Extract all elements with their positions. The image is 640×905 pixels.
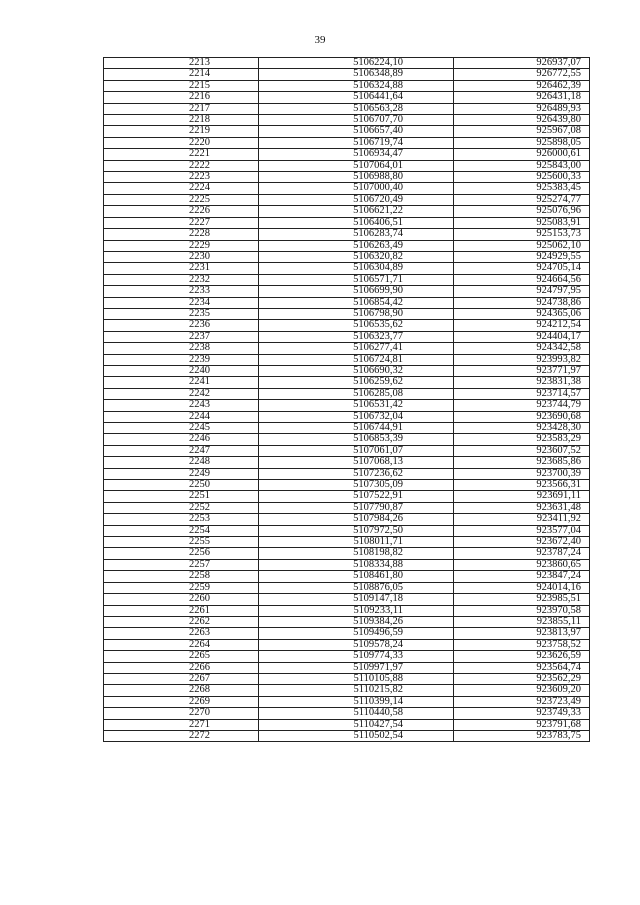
- point-number-cell: 2216: [104, 92, 259, 103]
- x-coordinate-cell: 5106854,42: [258, 297, 453, 308]
- x-coordinate-cell: 5109578,24: [258, 639, 453, 650]
- x-coordinate-cell: 5106304,89: [258, 263, 453, 274]
- point-number-cell: 2228: [104, 229, 259, 240]
- point-number-cell: 2256: [104, 548, 259, 559]
- x-coordinate-cell: 5106323,77: [258, 331, 453, 342]
- table-row: [104, 673, 590, 684]
- x-coordinate-cell: 5108334,88: [258, 559, 453, 570]
- y-coordinate-cell: 926772,55: [454, 69, 590, 80]
- point-number-cell: 2236: [104, 320, 259, 331]
- x-coordinate-cell: 5107000,40: [258, 183, 453, 194]
- point-number-cell: 2242: [104, 388, 259, 399]
- y-coordinate-cell: 926462,39: [454, 80, 590, 91]
- y-coordinate-cell: 925383,45: [454, 183, 590, 194]
- x-coordinate-cell: 5106699,90: [258, 286, 453, 297]
- y-coordinate-cell: 923690,68: [454, 411, 590, 422]
- point-number-cell: 2260: [104, 594, 259, 605]
- point-number-cell: 2246: [104, 434, 259, 445]
- y-coordinate-cell: 923672,40: [454, 537, 590, 548]
- point-number-cell: 2261: [104, 605, 259, 616]
- point-number-cell: 2229: [104, 240, 259, 251]
- table-row: [104, 616, 590, 627]
- point-number-cell: 2227: [104, 217, 259, 228]
- x-coordinate-cell: 5110215,82: [258, 685, 453, 696]
- y-coordinate-cell: 926937,07: [454, 58, 590, 69]
- point-number-cell: 2247: [104, 445, 259, 456]
- point-number-cell: 2245: [104, 423, 259, 434]
- y-coordinate-cell: 925967,08: [454, 126, 590, 137]
- y-coordinate-cell: 923631,48: [454, 502, 590, 513]
- y-coordinate-cell: 925153,73: [454, 229, 590, 240]
- y-coordinate-cell: 923791,68: [454, 719, 590, 730]
- point-number-cell: 2218: [104, 115, 259, 126]
- y-coordinate-cell: 923691,11: [454, 491, 590, 502]
- table-row: [104, 708, 590, 719]
- y-coordinate-cell: 924705,14: [454, 263, 590, 274]
- x-coordinate-cell: 5110399,14: [258, 696, 453, 707]
- x-coordinate-cell: 5107061,07: [258, 445, 453, 456]
- y-coordinate-cell: 926489,93: [454, 103, 590, 114]
- table-row: [104, 685, 590, 696]
- point-number-cell: 2258: [104, 571, 259, 582]
- point-number-cell: 2226: [104, 206, 259, 217]
- table-row: [104, 263, 590, 274]
- coordinates-table-body: [104, 58, 590, 742]
- x-coordinate-cell: 5108198,82: [258, 548, 453, 559]
- point-number-cell: 2224: [104, 183, 259, 194]
- table-row: [104, 525, 590, 536]
- x-coordinate-cell: 5106283,74: [258, 229, 453, 240]
- point-number-cell: 2225: [104, 194, 259, 205]
- point-number-cell: 2213: [104, 58, 259, 69]
- table-row: [104, 719, 590, 730]
- point-number-cell: 2233: [104, 286, 259, 297]
- point-number-cell: 2257: [104, 559, 259, 570]
- point-number-cell: 2239: [104, 354, 259, 365]
- table-row: [104, 103, 590, 114]
- x-coordinate-cell: 5110502,54: [258, 730, 453, 741]
- x-coordinate-cell: 5109774,33: [258, 651, 453, 662]
- table-row: [104, 434, 590, 445]
- x-coordinate-cell: 5106441,64: [258, 92, 453, 103]
- x-coordinate-cell: 5106571,71: [258, 274, 453, 285]
- y-coordinate-cell: 924014,16: [454, 582, 590, 593]
- y-coordinate-cell: 923700,39: [454, 468, 590, 479]
- point-number-cell: 2241: [104, 377, 259, 388]
- table-row: [104, 696, 590, 707]
- point-number-cell: 2262: [104, 616, 259, 627]
- table-row: [104, 331, 590, 342]
- point-number-cell: 2270: [104, 708, 259, 719]
- y-coordinate-cell: 923860,65: [454, 559, 590, 570]
- y-coordinate-cell: 925062,10: [454, 240, 590, 251]
- point-number-cell: 2222: [104, 160, 259, 171]
- point-number-cell: 2248: [104, 457, 259, 468]
- point-number-cell: 2255: [104, 537, 259, 548]
- x-coordinate-cell: 5106259,62: [258, 377, 453, 388]
- x-coordinate-cell: 5106224,10: [258, 58, 453, 69]
- table-row: [104, 502, 590, 513]
- table-row: [104, 639, 590, 650]
- point-number-cell: 2253: [104, 514, 259, 525]
- x-coordinate-cell: 5106988,80: [258, 172, 453, 183]
- table-row: [104, 308, 590, 319]
- point-number-cell: 2272: [104, 730, 259, 741]
- x-coordinate-cell: 5110105,88: [258, 673, 453, 684]
- table-row: [104, 194, 590, 205]
- y-coordinate-cell: 924929,55: [454, 251, 590, 262]
- x-coordinate-cell: 5106320,82: [258, 251, 453, 262]
- x-coordinate-cell: 5106531,42: [258, 400, 453, 411]
- table-row: [104, 354, 590, 365]
- table-row: [104, 411, 590, 422]
- table-row: [104, 537, 590, 548]
- y-coordinate-cell: 925843,00: [454, 160, 590, 171]
- y-coordinate-cell: 923744,79: [454, 400, 590, 411]
- x-coordinate-cell: 5106406,51: [258, 217, 453, 228]
- y-coordinate-cell: 923749,33: [454, 708, 590, 719]
- table-row: [104, 548, 590, 559]
- point-number-cell: 2232: [104, 274, 259, 285]
- table-row: [104, 172, 590, 183]
- y-coordinate-cell: 923758,52: [454, 639, 590, 650]
- point-number-cell: 2265: [104, 651, 259, 662]
- table-row: [104, 400, 590, 411]
- point-number-cell: 2230: [104, 251, 259, 262]
- y-coordinate-cell: 924342,58: [454, 343, 590, 354]
- point-number-cell: 2217: [104, 103, 259, 114]
- table-row: [104, 377, 590, 388]
- point-number-cell: 2243: [104, 400, 259, 411]
- point-number-cell: 2250: [104, 480, 259, 491]
- table-row: [104, 320, 590, 331]
- x-coordinate-cell: 5106621,22: [258, 206, 453, 217]
- point-number-cell: 2252: [104, 502, 259, 513]
- point-number-cell: 2237: [104, 331, 259, 342]
- table-row: [104, 651, 590, 662]
- table-row: [104, 126, 590, 137]
- x-coordinate-cell: 5107305,09: [258, 480, 453, 491]
- x-coordinate-cell: 5108011,71: [258, 537, 453, 548]
- table-row: [104, 628, 590, 639]
- table-row: [104, 514, 590, 525]
- point-number-cell: 2220: [104, 137, 259, 148]
- table-row: [104, 137, 590, 148]
- point-number-cell: 2264: [104, 639, 259, 650]
- table-row: [104, 115, 590, 126]
- x-coordinate-cell: 5109971,97: [258, 662, 453, 673]
- x-coordinate-cell: 5106798,90: [258, 308, 453, 319]
- x-coordinate-cell: 5109496,59: [258, 628, 453, 639]
- y-coordinate-cell: 925600,33: [454, 172, 590, 183]
- y-coordinate-cell: 923564,74: [454, 662, 590, 673]
- y-coordinate-cell: 923577,04: [454, 525, 590, 536]
- y-coordinate-cell: 923566,31: [454, 480, 590, 491]
- y-coordinate-cell: 923714,57: [454, 388, 590, 399]
- y-coordinate-cell: 924212,54: [454, 320, 590, 331]
- x-coordinate-cell: 5107790,87: [258, 502, 453, 513]
- y-coordinate-cell: 925898,05: [454, 137, 590, 148]
- table-row: [104, 149, 590, 160]
- point-number-cell: 2240: [104, 365, 259, 376]
- x-coordinate-cell: 5107236,62: [258, 468, 453, 479]
- table-row: [104, 480, 590, 491]
- y-coordinate-cell: 924738,86: [454, 297, 590, 308]
- y-coordinate-cell: 926431,18: [454, 92, 590, 103]
- coordinates-table: [103, 57, 590, 742]
- table-row: [104, 160, 590, 171]
- x-coordinate-cell: 5107522,91: [258, 491, 453, 502]
- x-coordinate-cell: 5108461,80: [258, 571, 453, 582]
- point-number-cell: 2266: [104, 662, 259, 673]
- point-number-cell: 2251: [104, 491, 259, 502]
- y-coordinate-cell: 924664,56: [454, 274, 590, 285]
- y-coordinate-cell: 925083,91: [454, 217, 590, 228]
- table-row: [104, 251, 590, 262]
- x-coordinate-cell: 5109384,26: [258, 616, 453, 627]
- point-number-cell: 2215: [104, 80, 259, 91]
- table-row: [104, 559, 590, 570]
- table-row: [104, 457, 590, 468]
- page-number: 39: [314, 34, 326, 46]
- table-row: [104, 571, 590, 582]
- table-row: [104, 445, 590, 456]
- table-row: [104, 605, 590, 616]
- y-coordinate-cell: 923607,52: [454, 445, 590, 456]
- y-coordinate-cell: 923787,24: [454, 548, 590, 559]
- table-row: [104, 206, 590, 217]
- y-coordinate-cell: 923813,97: [454, 628, 590, 639]
- y-coordinate-cell: 923855,11: [454, 616, 590, 627]
- table-row: [104, 730, 590, 741]
- x-coordinate-cell: 5106934,47: [258, 149, 453, 160]
- x-coordinate-cell: 5107064,01: [258, 160, 453, 171]
- x-coordinate-cell: 5106724,81: [258, 354, 453, 365]
- x-coordinate-cell: 5106535,62: [258, 320, 453, 331]
- x-coordinate-cell: 5106348,89: [258, 69, 453, 80]
- table-row: [104, 594, 590, 605]
- table-row: [104, 183, 590, 194]
- y-coordinate-cell: 925274,77: [454, 194, 590, 205]
- point-number-cell: 2234: [104, 297, 259, 308]
- point-number-cell: 2249: [104, 468, 259, 479]
- y-coordinate-cell: 923411,92: [454, 514, 590, 525]
- table-row: [104, 343, 590, 354]
- y-coordinate-cell: 925076,96: [454, 206, 590, 217]
- x-coordinate-cell: 5106719,74: [258, 137, 453, 148]
- x-coordinate-cell: 5106657,40: [258, 126, 453, 137]
- y-coordinate-cell: 923685,86: [454, 457, 590, 468]
- y-coordinate-cell: 923847,24: [454, 571, 590, 582]
- y-coordinate-cell: 924365,06: [454, 308, 590, 319]
- y-coordinate-cell: 923993,82: [454, 354, 590, 365]
- point-number-cell: 2271: [104, 719, 259, 730]
- y-coordinate-cell: 923562,29: [454, 673, 590, 684]
- x-coordinate-cell: 5106324,88: [258, 80, 453, 91]
- x-coordinate-cell: 5106263,49: [258, 240, 453, 251]
- x-coordinate-cell: 5109147,18: [258, 594, 453, 605]
- table-row: [104, 423, 590, 434]
- x-coordinate-cell: 5109233,11: [258, 605, 453, 616]
- point-number-cell: 2221: [104, 149, 259, 160]
- x-coordinate-cell: 5107984,26: [258, 514, 453, 525]
- y-coordinate-cell: 923723,49: [454, 696, 590, 707]
- table-row: [104, 297, 590, 308]
- table-row: [104, 58, 590, 69]
- point-number-cell: 2238: [104, 343, 259, 354]
- y-coordinate-cell: 923783,75: [454, 730, 590, 741]
- y-coordinate-cell: 926439,80: [454, 115, 590, 126]
- y-coordinate-cell: 926000,61: [454, 149, 590, 160]
- x-coordinate-cell: 5106720,49: [258, 194, 453, 205]
- point-number-cell: 2219: [104, 126, 259, 137]
- y-coordinate-cell: 923970,58: [454, 605, 590, 616]
- table-row: [104, 92, 590, 103]
- point-number-cell: 2244: [104, 411, 259, 422]
- table-row: [104, 582, 590, 593]
- y-coordinate-cell: 923609,20: [454, 685, 590, 696]
- x-coordinate-cell: 5106744,91: [258, 423, 453, 434]
- y-coordinate-cell: 923985,51: [454, 594, 590, 605]
- table-row: [104, 662, 590, 673]
- x-coordinate-cell: 5106853,39: [258, 434, 453, 445]
- y-coordinate-cell: 923583,29: [454, 434, 590, 445]
- x-coordinate-cell: 5106285,08: [258, 388, 453, 399]
- point-number-cell: 2259: [104, 582, 259, 593]
- x-coordinate-cell: 5106690,32: [258, 365, 453, 376]
- table-row: [104, 388, 590, 399]
- x-coordinate-cell: 5106732,04: [258, 411, 453, 422]
- point-number-cell: 2223: [104, 172, 259, 183]
- table-row: [104, 468, 590, 479]
- point-number-cell: 2269: [104, 696, 259, 707]
- point-number-cell: 2235: [104, 308, 259, 319]
- y-coordinate-cell: 924797,95: [454, 286, 590, 297]
- table-row: [104, 491, 590, 502]
- table-row: [104, 80, 590, 91]
- y-coordinate-cell: 923771,97: [454, 365, 590, 376]
- x-coordinate-cell: 5106563,28: [258, 103, 453, 114]
- point-number-cell: 2254: [104, 525, 259, 536]
- table-row: [104, 217, 590, 228]
- point-number-cell: 2231: [104, 263, 259, 274]
- y-coordinate-cell: 923428,30: [454, 423, 590, 434]
- x-coordinate-cell: 5108876,05: [258, 582, 453, 593]
- x-coordinate-cell: 5106277,41: [258, 343, 453, 354]
- x-coordinate-cell: 5107972,50: [258, 525, 453, 536]
- table-row: [104, 229, 590, 240]
- x-coordinate-cell: 5110427,54: [258, 719, 453, 730]
- y-coordinate-cell: 923831,38: [454, 377, 590, 388]
- table-row: [104, 240, 590, 251]
- y-coordinate-cell: 923626,59: [454, 651, 590, 662]
- point-number-cell: 2267: [104, 673, 259, 684]
- x-coordinate-cell: 5107068,13: [258, 457, 453, 468]
- table-row: [104, 69, 590, 80]
- point-number-cell: 2214: [104, 69, 259, 80]
- point-number-cell: 2263: [104, 628, 259, 639]
- table-row: [104, 286, 590, 297]
- table-row: [104, 365, 590, 376]
- y-coordinate-cell: 924404,17: [454, 331, 590, 342]
- point-number-cell: 2268: [104, 685, 259, 696]
- x-coordinate-cell: 5110440,58: [258, 708, 453, 719]
- x-coordinate-cell: 5106707,70: [258, 115, 453, 126]
- table-row: [104, 274, 590, 285]
